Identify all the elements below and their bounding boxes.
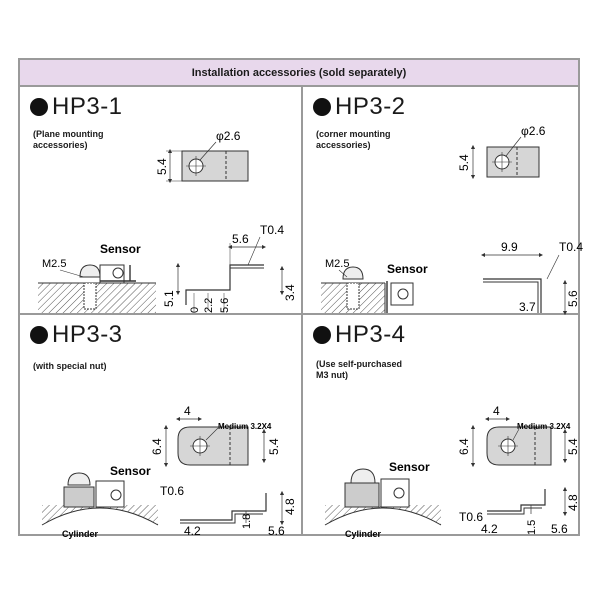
cylinder-label: Cylinder bbox=[345, 529, 382, 539]
panel-title bbox=[30, 321, 123, 349]
foot-length-label: 3.7 bbox=[519, 300, 536, 314]
left-height-label: 6.4 bbox=[457, 438, 471, 455]
bend-height-label: 5.6 bbox=[566, 290, 580, 307]
left-length-label: 4.2 bbox=[481, 522, 498, 536]
subtitle-line: M3 nut) bbox=[316, 370, 348, 380]
hole-diameter-label: φ2.6 bbox=[216, 129, 241, 143]
mounting-surface bbox=[38, 283, 156, 313]
bend-height-label: 5.1 bbox=[162, 290, 176, 307]
plate-height-label: 5.4 bbox=[457, 154, 471, 171]
left-height-label: 6.4 bbox=[150, 438, 164, 455]
subtitle-line: accessories) bbox=[33, 140, 88, 150]
section-title: Installation accessories (sold separately) bbox=[191, 66, 407, 79]
panel-title bbox=[30, 93, 123, 121]
offset-0-label: 0 bbox=[189, 306, 201, 313]
sensor-label: Sensor bbox=[100, 242, 141, 256]
panel-subtitle bbox=[316, 359, 436, 381]
subtitle-line: accessories) bbox=[316, 140, 371, 150]
section-header bbox=[20, 60, 578, 87]
panel-title-text: HP3-4 bbox=[335, 321, 406, 348]
thickness-label: T0.6 bbox=[459, 510, 484, 524]
plate-height-label: 5.4 bbox=[155, 158, 169, 175]
panel-hp3-4 bbox=[303, 315, 580, 539]
screw-size-label: M2.5 bbox=[325, 258, 350, 270]
pitch-label: 4 bbox=[493, 404, 500, 418]
nut-size-label: Medium 3.2X4 bbox=[218, 422, 272, 431]
panel-subtitle bbox=[33, 129, 153, 151]
subtitle-line: (Use self-purchased bbox=[316, 359, 403, 369]
accessories-frame bbox=[18, 58, 584, 539]
nut-size-label: Medium 3.2X4 bbox=[517, 422, 571, 431]
rise-label: 4.8 bbox=[566, 494, 580, 511]
screw-size-label: M2.5 bbox=[42, 258, 67, 270]
panel-subtitle bbox=[316, 129, 436, 151]
offset-2-label: 5.6 bbox=[219, 297, 231, 313]
right-length-label: 5.6 bbox=[268, 524, 285, 538]
panel-hp3-1 bbox=[20, 87, 301, 313]
panel-title bbox=[313, 93, 406, 121]
subtitle-line: (corner mounting bbox=[316, 129, 391, 139]
width-label: 9.9 bbox=[501, 240, 518, 254]
subtitle-line: (Plane mounting bbox=[33, 129, 104, 139]
bullet-icon bbox=[30, 98, 48, 116]
panel-title-text: HP3-2 bbox=[335, 93, 406, 120]
panel-hp3-2 bbox=[303, 87, 584, 314]
offset-1-label: 2.2 bbox=[203, 297, 215, 313]
panel-subtitle bbox=[33, 361, 153, 372]
left-length-label: 4.2 bbox=[184, 524, 201, 538]
subtitle-line: (with special nut) bbox=[33, 361, 107, 371]
cylinder-label: Cylinder bbox=[62, 529, 99, 539]
thickness-label: T0.6 bbox=[160, 484, 185, 498]
bend-width-label: 5.6 bbox=[232, 232, 249, 246]
thickness-label: T0.4 bbox=[559, 240, 584, 254]
panel-title-text: HP3-3 bbox=[52, 321, 123, 348]
hole-diameter-label: φ2.6 bbox=[521, 124, 546, 138]
step-label: 1.8 bbox=[241, 513, 253, 529]
sensor-label: Sensor bbox=[389, 460, 430, 474]
tab-height-label: 3.4 bbox=[283, 284, 297, 301]
right-height-label: 5.4 bbox=[566, 438, 580, 455]
panel-title-text: HP3-1 bbox=[52, 93, 123, 120]
bullet-icon bbox=[313, 326, 331, 344]
plate-top-view bbox=[487, 427, 551, 465]
step-label: 1.5 bbox=[526, 519, 538, 535]
pitch-label: 4 bbox=[184, 404, 191, 418]
bullet-icon bbox=[30, 326, 48, 344]
right-height-label: 5.4 bbox=[267, 438, 281, 455]
right-length-label: 5.6 bbox=[551, 522, 568, 536]
thickness-label: T0.4 bbox=[260, 223, 285, 237]
panel-hp3-3 bbox=[20, 315, 301, 539]
rise-label: 4.8 bbox=[283, 498, 297, 515]
sensor-label: Sensor bbox=[110, 464, 151, 478]
bullet-icon bbox=[313, 98, 331, 116]
panel-title bbox=[313, 321, 406, 349]
sensor-label: Sensor bbox=[387, 262, 428, 276]
